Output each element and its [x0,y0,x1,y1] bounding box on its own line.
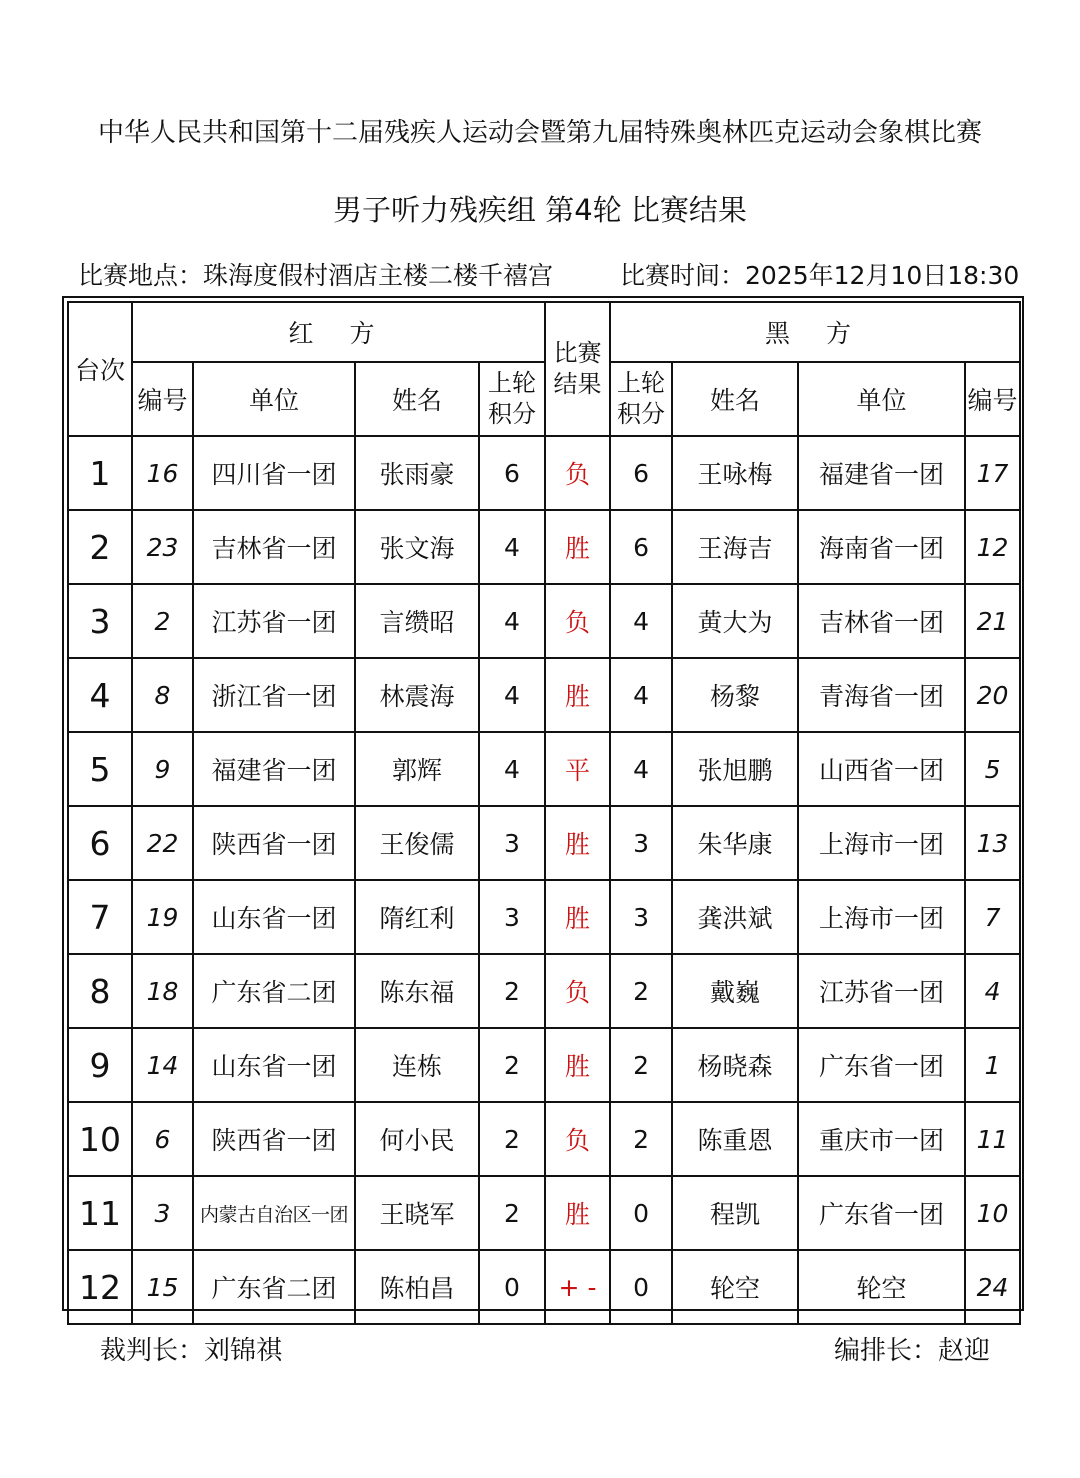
black-name: 黄大为 [672,584,798,658]
table-row [68,1102,1020,1176]
table-row [68,954,1020,1028]
red-name: 陈东福 [355,954,479,1028]
results-body [68,436,1020,1324]
red-number: 19 [132,880,193,954]
red-number: 18 [132,954,193,1028]
red-unit: 山东省一团 [193,880,355,954]
chief-arranger: 编排长：赵迎 [834,1336,991,1366]
table-row [68,1250,1020,1324]
black-unit: 江苏省一团 [798,954,965,1028]
match-result: 平 [545,732,610,806]
black-number: 10 [965,1176,1020,1250]
table-row [68,436,1020,510]
black-name: 朱华康 [672,806,798,880]
red-name: 连栋 [355,1028,479,1102]
table-number: 1 [68,436,132,510]
table-number: 5 [68,732,132,806]
black-name: 戴巍 [672,954,798,1028]
red-prev-points: 4 [479,658,545,732]
black-name: 杨晓森 [672,1028,798,1102]
red-number: 3 [132,1176,193,1250]
table-number: 3 [68,584,132,658]
red-number: 22 [132,806,193,880]
table-number: 10 [68,1102,132,1176]
black-name: 轮空 [672,1250,798,1324]
red-name: 何小民 [355,1102,479,1176]
red-prev-points: 2 [479,1028,545,1102]
black-prev-points: 4 [610,658,672,732]
red-number: 6 [132,1102,193,1176]
table-row [68,658,1020,732]
header-black-name: 姓名 [672,362,798,436]
match-result: 胜 [545,806,610,880]
table-row [68,880,1020,954]
red-unit: 吉林省一团 [193,510,355,584]
match-result: 负 [545,1102,610,1176]
red-prev-points: 2 [479,1176,545,1250]
header-red-side: 红 方 [132,302,545,362]
venue-info: 比赛地点：珠海度假村酒店主楼二楼千禧宫 [78,261,554,290]
header-red-unit: 单位 [193,362,355,436]
black-unit: 吉林省一团 [798,584,965,658]
red-unit: 广东省二团 [193,954,355,1028]
black-number: 12 [965,510,1020,584]
black-number: 5 [965,732,1020,806]
match-result: 负 [545,436,610,510]
black-number: 1 [965,1028,1020,1102]
results-table [67,301,1021,1325]
black-unit: 福建省一团 [798,436,965,510]
round-subtitle: 男子听力残疾组 第4轮 比赛结果 [333,193,747,227]
black-prev-points: 0 [610,1250,672,1324]
black-unit: 青海省一团 [798,658,965,732]
red-name: 张雨豪 [355,436,479,510]
table-number: 4 [68,658,132,732]
black-prev-points: 3 [610,880,672,954]
black-unit: 上海市一团 [798,806,965,880]
black-number: 13 [965,806,1020,880]
black-name: 王海吉 [672,510,798,584]
black-name: 程凯 [672,1176,798,1250]
black-prev-points: 6 [610,436,672,510]
black-name: 龚洪斌 [672,880,798,954]
table-row [68,806,1020,880]
red-prev-points: 4 [479,584,545,658]
red-name: 隋红利 [355,880,479,954]
red-prev-points: 2 [479,954,545,1028]
match-result: 负 [545,954,610,1028]
black-unit: 上海市一团 [798,880,965,954]
black-prev-points: 4 [610,584,672,658]
table-row [68,1028,1020,1102]
black-number: 24 [965,1250,1020,1324]
red-unit: 陕西省一团 [193,1102,355,1176]
black-unit: 广东省一团 [798,1176,965,1250]
match-result: 胜 [545,658,610,732]
table-row [68,1176,1020,1250]
competition-title: 中华人民共和国第十二届残疾人运动会暨第九届特殊奥林匹克运动会象棋比赛 [97,118,982,148]
red-unit: 浙江省一团 [193,658,355,732]
red-name: 张文海 [355,510,479,584]
table-row [68,732,1020,806]
table-row [68,510,1020,584]
black-number: 11 [965,1102,1020,1176]
red-prev-points: 4 [479,732,545,806]
table-number: 8 [68,954,132,1028]
black-prev-points: 3 [610,806,672,880]
red-name: 王晓军 [355,1176,479,1250]
red-number: 14 [132,1028,193,1102]
red-prev-points: 2 [479,1102,545,1176]
red-number: 9 [132,732,193,806]
red-number: 16 [132,436,193,510]
black-name: 张旭鹏 [672,732,798,806]
header-table-number: 台次 [68,302,132,436]
red-unit: 广东省二团 [193,1250,355,1324]
red-prev-points: 3 [479,880,545,954]
match-result: 胜 [545,510,610,584]
match-result: + - [545,1250,610,1324]
red-unit: 江苏省一团 [193,584,355,658]
table-number: 2 [68,510,132,584]
table-number: 6 [68,806,132,880]
red-prev-points: 3 [479,806,545,880]
black-number: 7 [965,880,1020,954]
black-name: 陈重恩 [672,1102,798,1176]
black-unit: 重庆市一团 [798,1102,965,1176]
table-number: 11 [68,1176,132,1250]
red-name: 王俊儒 [355,806,479,880]
red-number: 15 [132,1250,193,1324]
red-name: 陈柏昌 [355,1250,479,1324]
red-unit: 内蒙古自治区一团 [193,1176,355,1250]
red-name: 郭辉 [355,732,479,806]
table-number: 9 [68,1028,132,1102]
chief-referee: 裁判长：刘锦祺 [100,1336,283,1366]
time-info: 比赛时间：2025年12月10日18:30 [620,261,1020,290]
black-prev-points: 2 [610,954,672,1028]
header-red-prev-points: 上轮积分 [479,362,545,436]
black-name: 杨黎 [672,658,798,732]
table-row [68,584,1020,658]
black-number: 20 [965,658,1020,732]
red-prev-points: 4 [479,510,545,584]
match-result: 胜 [545,1176,610,1250]
match-result: 胜 [545,880,610,954]
header-red-number: 编号 [132,362,193,436]
header-result: 比赛结果 [545,302,610,436]
red-unit: 山东省一团 [193,1028,355,1102]
black-number: 21 [965,584,1020,658]
header-black-prev-points: 上轮积分 [610,362,672,436]
black-prev-points: 2 [610,1102,672,1176]
black-unit: 轮空 [798,1250,965,1324]
red-prev-points: 0 [479,1250,545,1324]
black-prev-points: 2 [610,1028,672,1102]
header-black-unit: 单位 [798,362,965,436]
black-name: 王咏梅 [672,436,798,510]
black-unit: 海南省一团 [798,510,965,584]
table-number: 7 [68,880,132,954]
black-unit: 广东省一团 [798,1028,965,1102]
red-number: 23 [132,510,193,584]
results-table-frame [62,296,1024,1311]
black-prev-points: 4 [610,732,672,806]
red-unit: 陕西省一团 [193,806,355,880]
black-number: 4 [965,954,1020,1028]
red-name: 林震海 [355,658,479,732]
black-unit: 山西省一团 [798,732,965,806]
black-number: 17 [965,436,1020,510]
red-unit: 福建省一团 [193,732,355,806]
table-number: 12 [68,1250,132,1324]
header-black-side: 黑 方 [610,302,1020,362]
black-prev-points: 6 [610,510,672,584]
header-red-name: 姓名 [355,362,479,436]
red-name: 言缵昭 [355,584,479,658]
match-result: 胜 [545,1028,610,1102]
red-prev-points: 6 [479,436,545,510]
match-result: 负 [545,584,610,658]
header-black-number: 编号 [965,362,1020,436]
red-unit: 四川省一团 [193,436,355,510]
red-number: 2 [132,584,193,658]
red-number: 8 [132,658,193,732]
black-prev-points: 0 [610,1176,672,1250]
